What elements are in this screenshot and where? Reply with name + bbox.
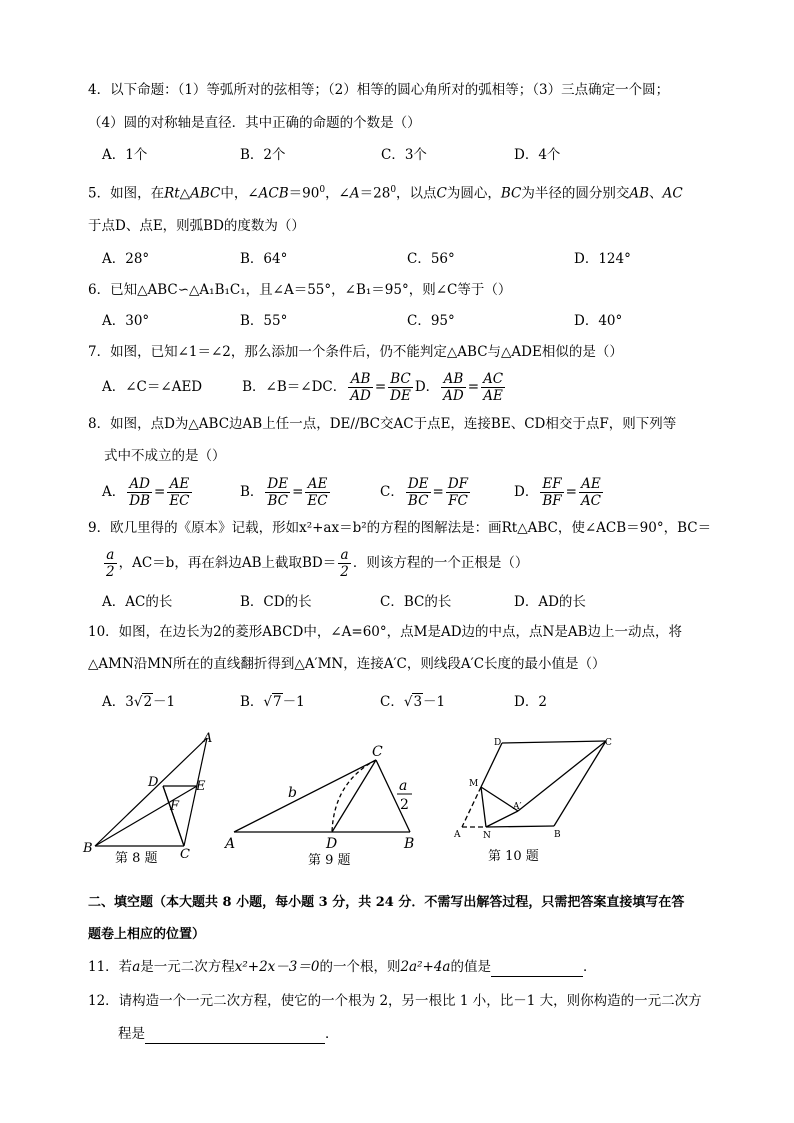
q9-line1: 9．欧几里得的《原本》记载，形如x²+ax＝b²的方程的图解法是：画Rt△ABC，使∠ACB＝90°，BC＝ bbox=[88, 520, 712, 536]
fig8-label-f: F bbox=[170, 799, 180, 814]
q4-option-c: C．3个 bbox=[381, 147, 427, 163]
q9-option-a: A．AC的长 bbox=[102, 594, 173, 610]
section2-line1: 二、填空题（本大题共 8 小题，每小题 3 分，共 24 分．不需写出解答过程，只需把答案直接填写在答 bbox=[88, 895, 685, 910]
q4-line1: 4．以下命题：（1）等弧所对的弦相等；（2）相等的圆心角所对的弧相等；（3）三点确定一个圆； bbox=[88, 82, 670, 98]
figure-8 bbox=[80, 728, 230, 868]
q10-line2: △AMN沿MN所在的直线翻折得到△A′MN，连接A′C，则线段A′C长度的最小值是（） bbox=[88, 656, 606, 672]
section2-line2: 题卷上相应的位置） bbox=[88, 927, 206, 942]
q7-line1: 7．如图，已知∠1＝∠2，那么添加一个条件后，仍不能判定△ABC与△ADE相似的是（） bbox=[88, 344, 623, 360]
q7-frac-d1: $\frac{AB}{AD}$ bbox=[443, 370, 464, 404]
q11-line: 11．若a是一元二次方程x²+2x－3＝0的一个根，则2a²+4a的值是 ． bbox=[88, 959, 597, 975]
q4-option-d: D．4个 bbox=[514, 147, 561, 163]
fig9-label-d: D bbox=[326, 836, 338, 852]
q7-options: A．∠C＝∠AED B．∠B＝∠DC． $\frac{AB}{AD}$ = $\frac{BC}{DE}$ D． $\frac{AB}{AD}$ = $\frac{AC}{AE}$ bbox=[102, 370, 504, 404]
q4-option-b: B．2个 bbox=[240, 147, 286, 163]
q10-line1: 10．如图，在边长为2的菱形ABCD中，∠A=60°，点M是AD边的中点，点N是AB边上一动点，将 bbox=[88, 624, 683, 640]
fig9-label-b: B bbox=[404, 836, 415, 852]
fig9-label-b-side: b bbox=[288, 785, 297, 801]
fig9-label-c: C bbox=[372, 744, 383, 760]
q6-option-b: B．55° bbox=[240, 313, 288, 329]
q10-option-c: C．√3－1 bbox=[380, 694, 446, 710]
fig8-caption: 第 8 题 bbox=[115, 851, 158, 866]
q8-line2: 式中不成立的是（） bbox=[104, 448, 226, 464]
q10-option-d: D．2 bbox=[514, 694, 547, 710]
q4-line2: （4）圆的对称轴是直径．其中正确的命题的个数是（） bbox=[88, 115, 421, 131]
q6-option-d: D．40° bbox=[574, 313, 623, 329]
figure-9 bbox=[222, 742, 422, 872]
fig10-label-m: M bbox=[469, 779, 479, 789]
q12-line1: 12．请构造一个一元二次方程，使它的一个根为 2，另一根比 1 小，比－1 大，则你构造的一元二次方 bbox=[88, 993, 702, 1009]
q8-line1: 8．如图，点D为△ABC边AB上任一点，DE//BC交AC于点E，连接BE、CD相交于点F，则下列等 bbox=[88, 416, 677, 432]
q9-option-b: B．CD的长 bbox=[240, 594, 312, 610]
q9-option-d: D．AD的长 bbox=[514, 594, 586, 610]
q8-option-d: D． $\frac{EF}{BF}$ = $\frac{AE}{AC}$ bbox=[514, 475, 602, 509]
q8-option-a: A． $\frac{AD}{DB}$ = $\frac{AE}{EC}$ bbox=[102, 475, 190, 509]
q5-option-b: B．64° bbox=[240, 251, 288, 267]
fig10-label-aprime: A′ bbox=[513, 802, 522, 812]
fig8-label-d: D bbox=[148, 775, 159, 790]
fig10-label-d: D bbox=[494, 738, 502, 748]
q5-line1: 5．如图，在Rt△ABC中，$\angle ACB=90^0$，$\angle A=28^0$，以点C为圆心，BC为半径的圆分别交AB、AC bbox=[88, 185, 683, 202]
q10-option-a: A．3√2－1 bbox=[102, 694, 176, 710]
q12-answer-blank[interactable] bbox=[145, 1025, 325, 1044]
q5-option-d: D．124° bbox=[574, 251, 631, 267]
fig8-label-e: E bbox=[196, 779, 206, 794]
fig8-label-b: B bbox=[83, 841, 93, 856]
q6-option-a: A．30° bbox=[102, 313, 150, 329]
q7-frac-d2: $\frac{AC}{AE}$ bbox=[483, 370, 504, 404]
q4-option-a: A．1个 bbox=[102, 147, 148, 163]
fig8-label-a: A bbox=[203, 731, 213, 746]
q9-line2: $\frac{a}{2}$ ，AC＝b，再在斜边AB上截取BD＝ $\frac{a}{2}$ ．则该方程的一个正根是（） bbox=[106, 546, 529, 580]
fig9-caption: 第 9 题 bbox=[308, 853, 351, 868]
fig8-label-c: C bbox=[180, 847, 190, 862]
q5-option-c: C．56° bbox=[407, 251, 455, 267]
q6-option-c: C．95° bbox=[407, 313, 455, 329]
fig10-label-b: B bbox=[554, 830, 561, 840]
fig9-label-a: A bbox=[225, 836, 236, 852]
fig10-label-c: C bbox=[605, 738, 612, 748]
figure-10 bbox=[448, 734, 628, 870]
fig10-caption: 第 10 题 bbox=[488, 849, 539, 864]
q8-option-c: C． $\frac{DE}{BC}$ = $\frac{DF}{FC}$ bbox=[380, 475, 469, 509]
fig9-label-a-num: a bbox=[399, 778, 408, 794]
q7-option-a: A．∠C＝∠AED bbox=[102, 379, 203, 395]
q10-option-b: B．√7－1 bbox=[240, 694, 305, 710]
q12-line2: 程是 ． bbox=[118, 1026, 339, 1042]
q7-option-b: B．∠B＝∠DC． bbox=[242, 379, 347, 395]
q7-frac-c2: $\frac{BC}{DE}$ bbox=[390, 370, 411, 404]
q5-line2: 于点D、点E，则弧BD的度数为（） bbox=[88, 218, 305, 234]
q7-frac-c1: $\frac{AB}{AD}$ bbox=[350, 370, 371, 404]
q6-line1: 6．已知△ABC∽△A₁B₁C₁，且∠A＝55°，∠B₁＝95°，则∠C等于（） bbox=[88, 282, 512, 298]
fig10-label-a: A bbox=[454, 830, 461, 840]
fig10-label-n: N bbox=[483, 831, 491, 841]
q8-option-b: B． $\frac{DE}{BC}$ = $\frac{AE}{EC}$ bbox=[240, 475, 328, 509]
q5-option-a: A．28° bbox=[102, 251, 150, 267]
fig9-label-two: 2 bbox=[400, 797, 409, 813]
q7-option-d: D． bbox=[414, 379, 440, 395]
q11-answer-blank[interactable] bbox=[491, 958, 583, 977]
q9-option-c: C．BC的长 bbox=[380, 594, 452, 610]
